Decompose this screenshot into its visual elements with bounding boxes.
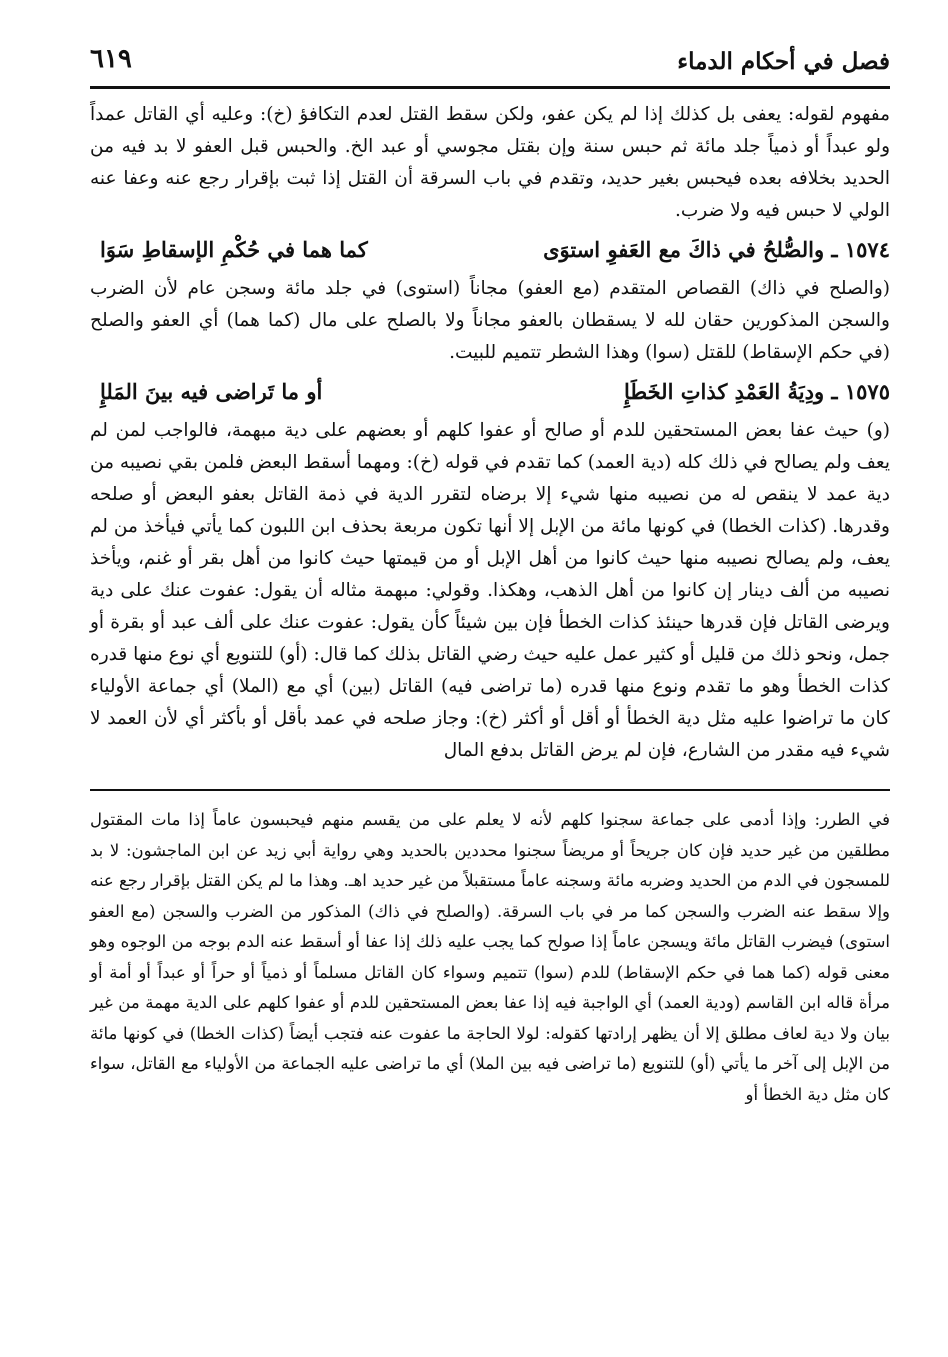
verse-second-hemistich: أو ما تَراضى فيه بينَ المَلإِ xyxy=(100,379,323,404)
footnote xyxy=(90,805,890,1110)
paragraph: مفهوم لقوله: يعفى بل كذلك إذا لم يكن عفو، ولكن سقط القتل لعدم التكافؤ (خ): وعليه أي القاتل عمداً ولو عبداً أو ذمياً جلد مائة ثم حبس سنة وإن بقتل مجوسي أو عبد الخ. والحبس قبل العفو لا بد فيه من الحديد بخلافه بعده فيحبس بغير حديد، وتقدم في باب السرقة أن القتل إذا ثبت بإقرار رجع عنه وعفا عنه الولي لا حبس فيه ولا ضرب. xyxy=(90,104,890,221)
verse-first-hemistich: ١٥٧٤ ـ والصُّلحُ في ذاكَ مع العَفوِ استوَى xyxy=(543,237,890,262)
page-header xyxy=(90,38,890,89)
chapter-title: فصل في أحكام الدماء xyxy=(677,48,890,75)
paragraph: (والصلح في ذاك) القصاص المتقدم (مع العفو) مجاناً (استوى) في جلد مائة وسجن عام لأن الضرب والسجن المذكورين حقان لله لا يسقطان بالعفو مجاناً ولا بالصلح على مال (كما هما) أي العفو والصلح (في حكم الإسقاط) للقتل (سوا) وهذا الشطر تتميم للبيت. xyxy=(90,278,890,363)
paragraph: (و) حيث عفا بعض المستحقين للدم أو صالح أو عفوا كلهم أو بعضهم على دية مبهمة، فالواجب لمن لم يعف ولم يصالح في ذلك كله (دية العمد) كما تقدم في قوله (خ): ومهما أسقط البعض فلمن بقي نصيبه من دية عمد لا ينقص له من نصيبه منها شيء إلا برضاه لتقرر الدية في ذمة القاتل بعفو البعض أو صلحه وقدرها. (كذات الخطا) في كونها مائة من الإبل إلا أنها تكون مربعة بحذف ابن اللبون كما يأتي فيأخذ من لم يعف، ولم يصالح نصيبه منها حيث كانوا من أهل الإبل أو من قيمتها حيث كانوا من أهل بقر أو غنم، ويأخذ نصيبه من ألف دينار إن كانوا من أهل الذهب، وهكذا. وقولي: مبهمة مثاله أن يقول: عفوت عنك على دية ويرضى القاتل فإن قدرها حينئذ كذات الخطأ فإن بين شيئاً كأن يقول: عفوت عنك على ألف عبد أو بقرة أو جمل، ونحو ذلك من قليل أو كثير عمل عليه حيث رضي القاتل بذلك كما قال: (أو) للتنويع أي نوع منها قدره كذات الخطأ وهو ما تقدم ونوع منها قدره (ما تراضى فيه) القاتل (بين) أي مع (الملا) أي جماعة الأولياء كان ما تراضوا عليه مثل دية الخطأ أو أقل أو أكثر (خ): وجاز صلحه في عمد بأقل أو بأكثر أي لأن العمد لا شيء فيه مقدر من الشارع، فإن لم يرض القاتل بدفع المال xyxy=(90,420,890,761)
footnote-text: في الطرر: وإذا أدمى على جماعة سجنوا كلهم لأنه لا يعلم على من يقسم منهم فيحبسون عاماً إذا مات المقتول مطلقين من غير حديد فإن كان جريحاً أو مريضاً سجنوا محددين بالحديد وهي رواية أبي زيد عن ابن الماجشون: لا بد للمسجون في الدم من الحديد وضربه مائة وسجنه عاماً مستقبلاً من غير حديد اهـ. وهذا ما لم يكن القتل بإقرار رجع عنه وإلا سقط عنه الضرب والسجن كما مر في باب السرقة. (والصلح في ذاك) المذكور من الضرب والسجن (مع العفو استوى) فيضرب القاتل مائة ويسجن عاماً إذا صولح كما يجب عليه ذلك إذا عفا أو أسقط عنه الدم بوجه من الوجوه وهو معنى قوله (كما هما في حكم الإسقاط) للدم (سوا) تتميم وسواء كان القاتل مسلماً أو ذمياً أو حراً أو عبداً أو أمة أو مرأة قاله ابن القاسم (ودية العمد) أي الواجبة فيه إذا عفا بعض المستحقين للدم أو عفوا كلهم على الدية مهمة من غير بيان ولا دية لعاف مطلق إلا أن يظهر إرادتها كقوله: لولا الحاجة ما عفوت عنه فتجب أيضاً (كذات الخطا) في كونها مائة من الإبل إلى آخر ما يأتي (أو) للتنويع (ما تراضى فيه بين الملا) أي ما تراضى عليه الجماعة من الأولياء مع القاتل، سواء كان مثل دية الخطأ أو xyxy=(90,810,890,1104)
verse-first-hemistich: ١٥٧٥ ـ ودِيَةُ العَمْدِ كذاتِ الخَطَإِ xyxy=(624,379,890,404)
main-text xyxy=(90,99,890,767)
page-number: ٦١٩ xyxy=(90,44,132,74)
verse-line xyxy=(90,375,890,409)
verse-line xyxy=(90,233,890,267)
book-page xyxy=(90,38,890,1338)
footnote-divider xyxy=(90,789,890,791)
verse-second-hemistich: كما هما في حُكْمِ الإسقاطِ سَوَا xyxy=(100,237,368,262)
